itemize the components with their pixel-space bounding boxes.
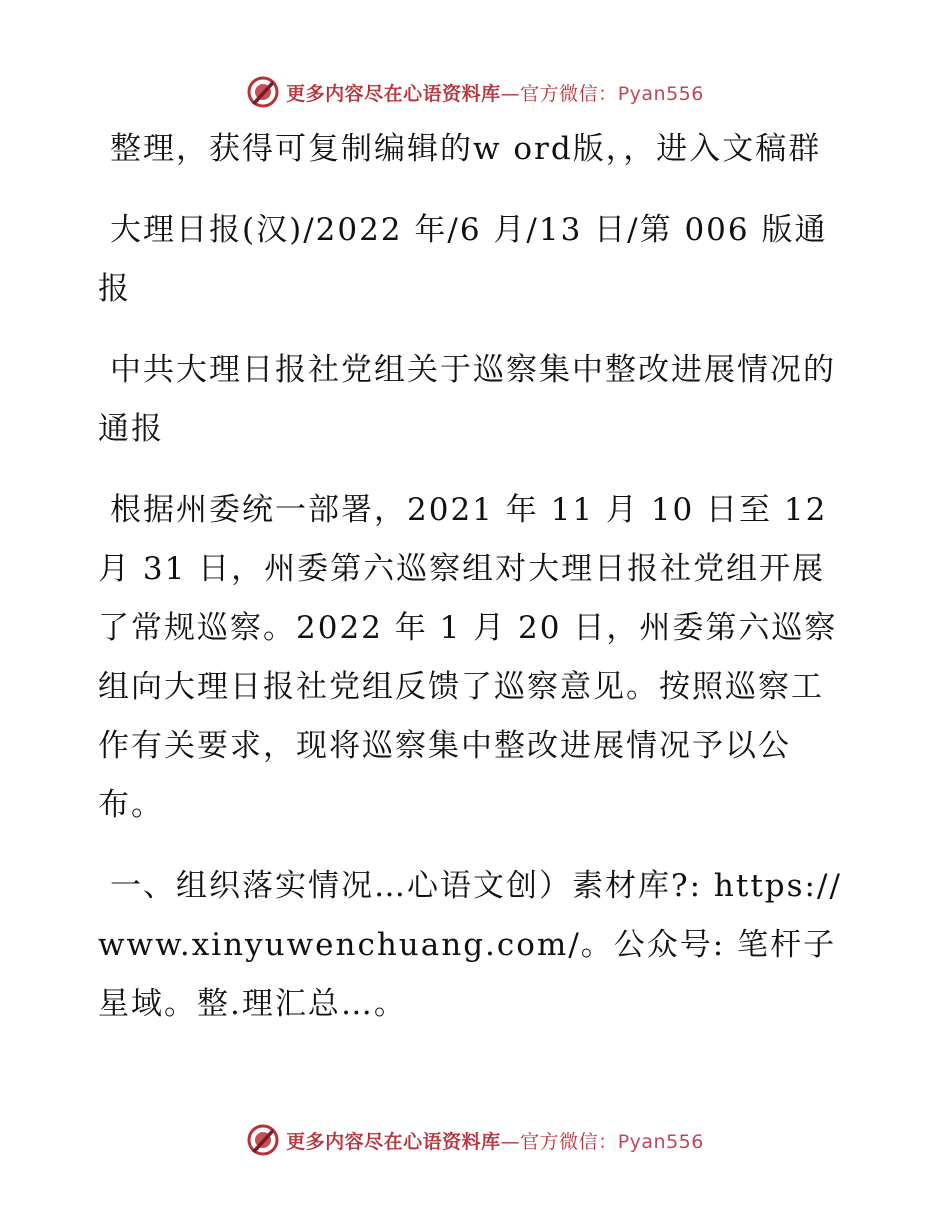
paragraph-section-one: 一、组织落实情况…心语文创）素材库?: https://www.xinyuwenchuang.com/。公众号: 笔杆子星域。整.理汇总…。	[98, 868, 842, 1022]
document-title: 中共大理日报社党组关于巡察集中整改进展情况的通报	[98, 352, 836, 447]
watermark-official-label: 官方微信：	[520, 1130, 618, 1153]
paragraph-source: 大理日报(汉)/2022 年/6 月/13 日/第 006 版通报	[98, 212, 828, 307]
watermark-brand: 更多内容尽在心语资料库	[286, 82, 501, 105]
paragraph-body: 根据州委统一部署，2021 年 11 月 10 日至 12 月 31 日，州委第六巡察组对大理日报社党组开展了常规巡察。2022 年 1 月 20 日，州委第六巡察组向大理日报社党组反馈了巡察意见。按照巡察工作有关要求，现将巡察集中整改进展情况予以公布。	[98, 492, 838, 823]
watermark-separator: —	[500, 1130, 521, 1153]
watermark-text	[286, 79, 704, 106]
watermark-wechat-id: Pyan556	[617, 82, 704, 105]
watermark-text	[286, 1127, 704, 1154]
quill-seal-icon	[246, 1123, 280, 1157]
footer-watermark	[0, 1120, 950, 1160]
header-watermark	[0, 72, 950, 112]
watermark-official-label: 官方微信：	[520, 82, 618, 105]
document-body	[98, 120, 850, 1034]
watermark-brand: 更多内容尽在心语资料库	[286, 1130, 501, 1153]
quill-seal-icon	[246, 75, 280, 109]
paragraph-intro: 整理，获得可复制编辑的w ord版，，进入文稿群	[110, 131, 822, 167]
watermark-separator: —	[500, 82, 521, 105]
watermark-wechat-id: Pyan556	[617, 1130, 704, 1153]
